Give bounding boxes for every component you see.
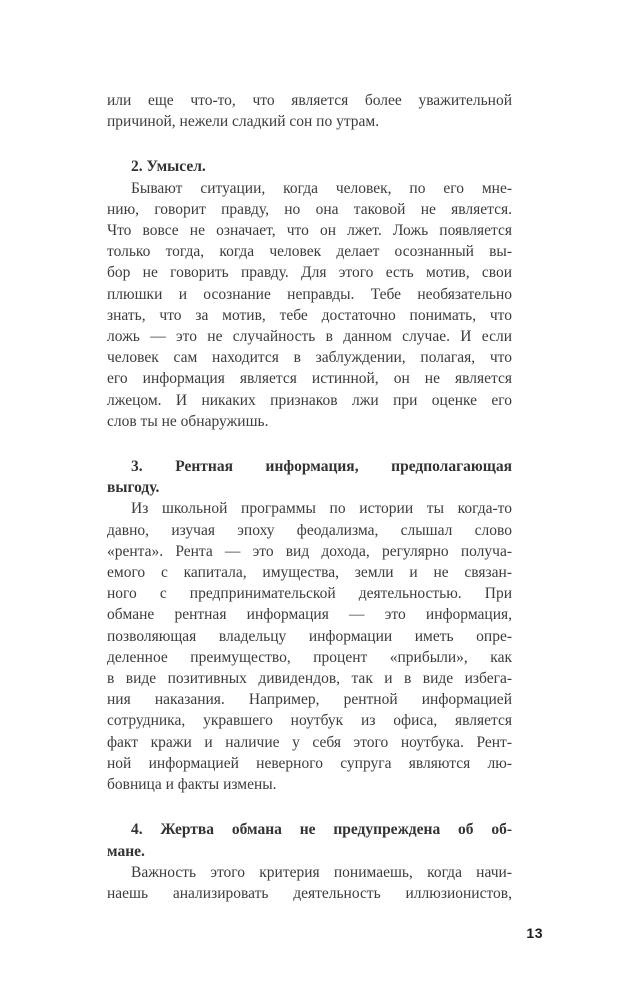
text-content xyxy=(107,90,512,904)
text-line: Важность этого критерия понимаешь, когда начи- xyxy=(131,863,512,881)
text-line: ного с предпринимательской деятельностью. При xyxy=(107,585,512,603)
text-line: факт кражи и наличие у себя этого ноутбука. Рент- xyxy=(107,733,512,751)
text-line: наешь анализировать деятельность иллюзионистов, xyxy=(107,884,512,902)
text-line: 3. Рентная информация, предполагающая xyxy=(131,458,512,476)
text-line: сотрудника, укравшего ноутбук из офиса, является xyxy=(107,712,512,730)
text-line: или еще что-то, что является более уважительной xyxy=(107,92,512,109)
text-line: Из школьной программы по истории ты когда-то xyxy=(131,500,512,518)
text-line: Бывают ситуации, когда человек, по его мне- xyxy=(131,179,512,197)
section-heading-4-zhertva-obmana xyxy=(107,819,512,861)
text-line: емого с капитала, имущества, земли и не связан- xyxy=(107,564,512,582)
text-line: обмане рентная информация — это информация, xyxy=(107,606,512,624)
text-line: человек сам находится в заблуждении, полагая, что xyxy=(107,349,512,367)
paragraph-rentnaya-informatsiya xyxy=(107,498,512,795)
text-line: ложь — это не случайность в данном случае. И если xyxy=(107,328,512,346)
text-line: давно, изучая эпоху феодализма, слышал слово xyxy=(107,521,512,539)
text-line: слов ты не обнаружишь. xyxy=(107,412,269,430)
page-number: 13 xyxy=(526,925,543,941)
text-line: «рента». Рента — это вид дохода, регулярно получа- xyxy=(107,542,512,560)
text-line: Что вовсе не означает, что он лжет. Ложь появляется xyxy=(107,222,512,240)
text-line: деленное преимущество, процент «прибыли», как xyxy=(107,648,512,666)
text-line: нию, говорит правду, но она таковой не является. xyxy=(107,200,512,218)
text-line: выгоду. xyxy=(107,479,160,497)
text-line: лжецом. И никаких признаков лжи при оценке его xyxy=(107,391,512,409)
text-line: знать, что за мотив, тебе достаточно понимать, что xyxy=(107,306,512,324)
text-line: плюшки и осознание неправды. Тебе необязательно xyxy=(107,285,512,303)
paragraph-umysel xyxy=(107,178,512,432)
paragraph-zhertva-obmana xyxy=(107,862,512,904)
section-heading-3-rentnaya-informatsiya xyxy=(107,456,512,498)
text-line: ния наказания. Например, рентной информацией xyxy=(107,691,512,709)
text-line: ной информацией неверного супруга являются лю- xyxy=(107,754,512,772)
text-line: только тогда, когда человек делает осознанный вы- xyxy=(107,243,512,261)
text-line: бовница и факты измены. xyxy=(107,776,277,794)
text-line: 4. Жертва обмана не предупреждена об об- xyxy=(131,821,512,839)
text-line: 2. Умысел. xyxy=(131,158,206,176)
text-line: позволяющая владельцу информации иметь опре- xyxy=(107,627,512,645)
text-line: в виде позитивных дивидендов, так и в виде избега- xyxy=(107,670,512,688)
paragraph-continuation xyxy=(107,90,512,132)
text-line: причиной, нежели сладкий сон по утрам. xyxy=(107,113,380,131)
section-heading-2-umysel xyxy=(107,156,512,177)
text-line: мане. xyxy=(107,842,145,860)
text-line: бор не говорить правду. Для этого есть мотив, свои xyxy=(107,264,512,282)
text-line: его информация является истинной, он не является xyxy=(107,370,512,388)
